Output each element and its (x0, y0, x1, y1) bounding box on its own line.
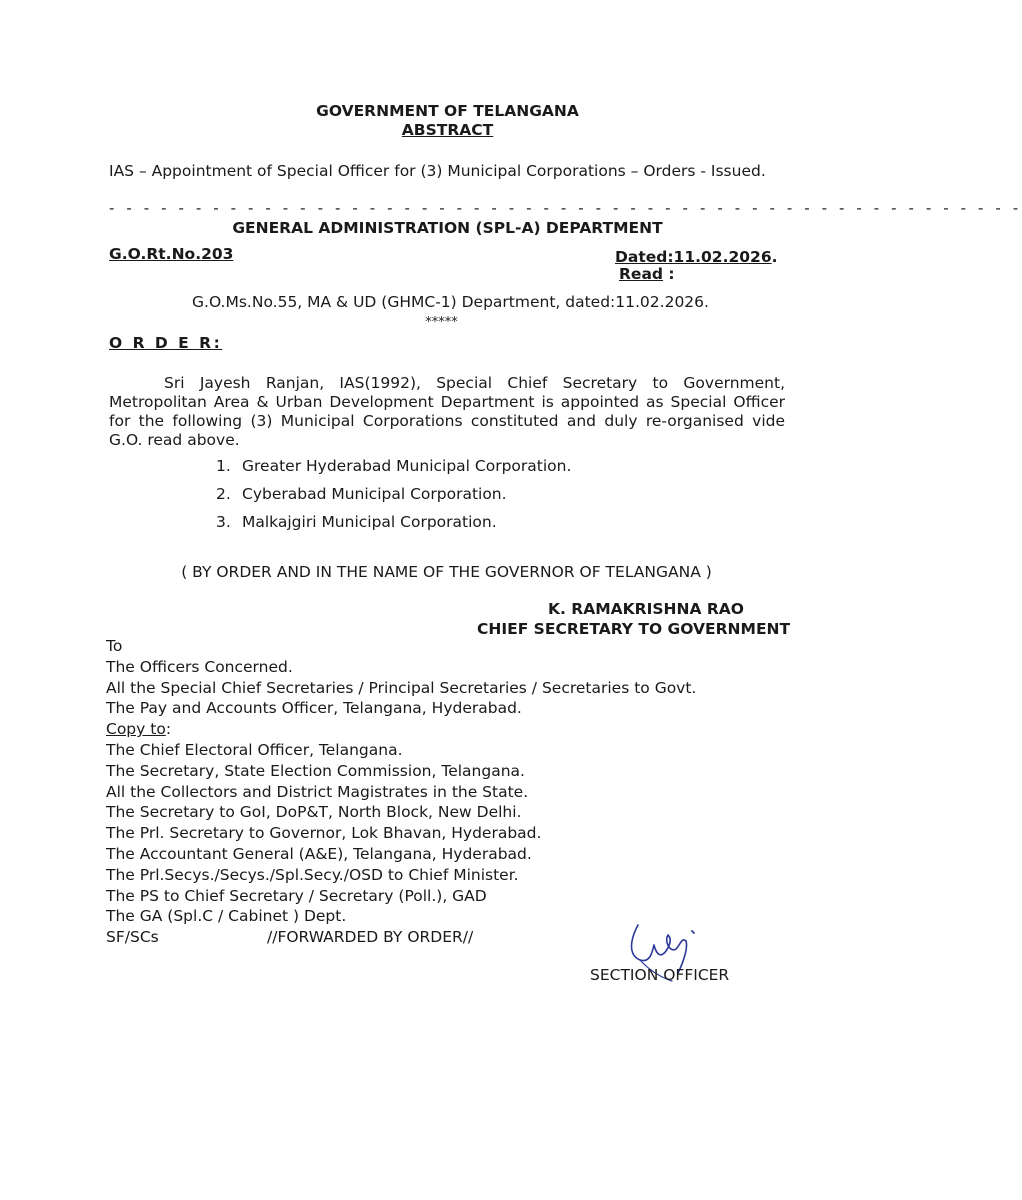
signatory-title: CHIEF SECRETARY TO GOVERNMENT (477, 620, 791, 638)
list-item: SF/SCs (106, 928, 159, 947)
dated-line (615, 248, 778, 266)
separator-line: - - - - - - - - - - - - - - - - - - - - - - - - - - - - - - - - - - - - - - - - - - - - - - - - - - - - - (109, 199, 1022, 217)
department-heading: GENERAL ADMINISTRATION (SPL-A) DEPARTMENT (232, 219, 663, 237)
list-item: The Secretary to GoI, DoP&T, North Block, New Delhi. (106, 803, 522, 822)
governor-line: ( BY ORDER AND IN THE NAME OF THE GOVERNOR OF TELANGANA ) (181, 563, 712, 581)
read-label: Read (619, 265, 664, 283)
list-item: The PS to Chief Secretary / Secretary (Poll.), GAD (106, 886, 487, 905)
order-paragraph: Sri Jayesh Ranjan, IAS(1992), Special Chief Secretary to Government, Metropolitan Area & Urban Development Department is appointed as Special Officer for the following (3) Municipal Corporations constituted and duly re-organised vide G.O. read above. (109, 374, 785, 449)
list-item: The Prl. Secretary to Governor, Lok Bhavan, Hyderabad. (106, 824, 542, 843)
list-item: 1. Greater Hyderabad Municipal Corporation. (216, 457, 572, 475)
dated-value: 11.02.2026 (673, 248, 772, 266)
dated-label: Dated: (615, 248, 674, 266)
list-item: The Officers Concerned. (106, 657, 293, 676)
order-heading-suffix: : (213, 334, 223, 352)
stars-divider: ***** (425, 315, 458, 330)
list-item: The Secretary, State Election Commission, Telangana. (106, 761, 525, 780)
corporation-name: Malkajgiri Municipal Corporation. (242, 513, 497, 531)
distribution-list (106, 636, 696, 948)
subject-line: IAS – Appointment of Special Officer for (3) Municipal Corporations – Orders - Issued. (109, 162, 766, 180)
to-label: To (106, 637, 123, 655)
forwarded-line: //FORWARDED BY ORDER// (267, 928, 474, 946)
go-number: G.O.Rt.No.203 (109, 245, 234, 263)
abstract-heading: ABSTRACT (401, 121, 494, 139)
corporation-list (216, 457, 571, 541)
list-item: The Chief Electoral Officer, Telangana. (106, 740, 403, 759)
list-item: All the Collectors and District Magistrates in the State. (106, 782, 529, 801)
list-item: The Pay and Accounts Officer, Telangana, Hyderabad. (106, 699, 522, 718)
signatory-name: K. RAMAKRISHNA RAO (548, 600, 744, 618)
government-title: GOVERNMENT OF TELANGANA (316, 102, 579, 120)
section-officer-label: SECTION OFFICER (590, 966, 730, 984)
list-item: All the Special Chief Secretaries / Principal Secretaries / Secretaries to Govt. (106, 678, 697, 697)
list-item: The Prl.Secys./Secys./Spl.Secy./OSD to Chief Minister. (106, 865, 519, 884)
list-item: The GA (Spl.C / Cabinet ) Dept. (106, 907, 347, 926)
read-line (619, 265, 675, 283)
reference-line: G.O.Ms.No.55, MA & UD (GHMC-1) Department, dated:11.02.2026. (192, 293, 709, 311)
order-heading (109, 334, 222, 352)
read-suffix: : (663, 265, 675, 283)
corporation-name: Greater Hyderabad Municipal Corporation. (242, 457, 572, 475)
order-heading-label: O R D E R (109, 334, 214, 352)
list-item: 3. Malkajgiri Municipal Corporation. (216, 513, 497, 531)
dated-suffix: . (771, 248, 778, 266)
list-item: The Accountant General (A&E), Telangana, Hyderabad. (106, 844, 532, 863)
corporation-name: Cyberabad Municipal Corporation. (242, 485, 507, 503)
copy-to-label: Copy to: (106, 720, 172, 739)
list-item: 2. Cyberabad Municipal Corporation. (216, 485, 507, 503)
